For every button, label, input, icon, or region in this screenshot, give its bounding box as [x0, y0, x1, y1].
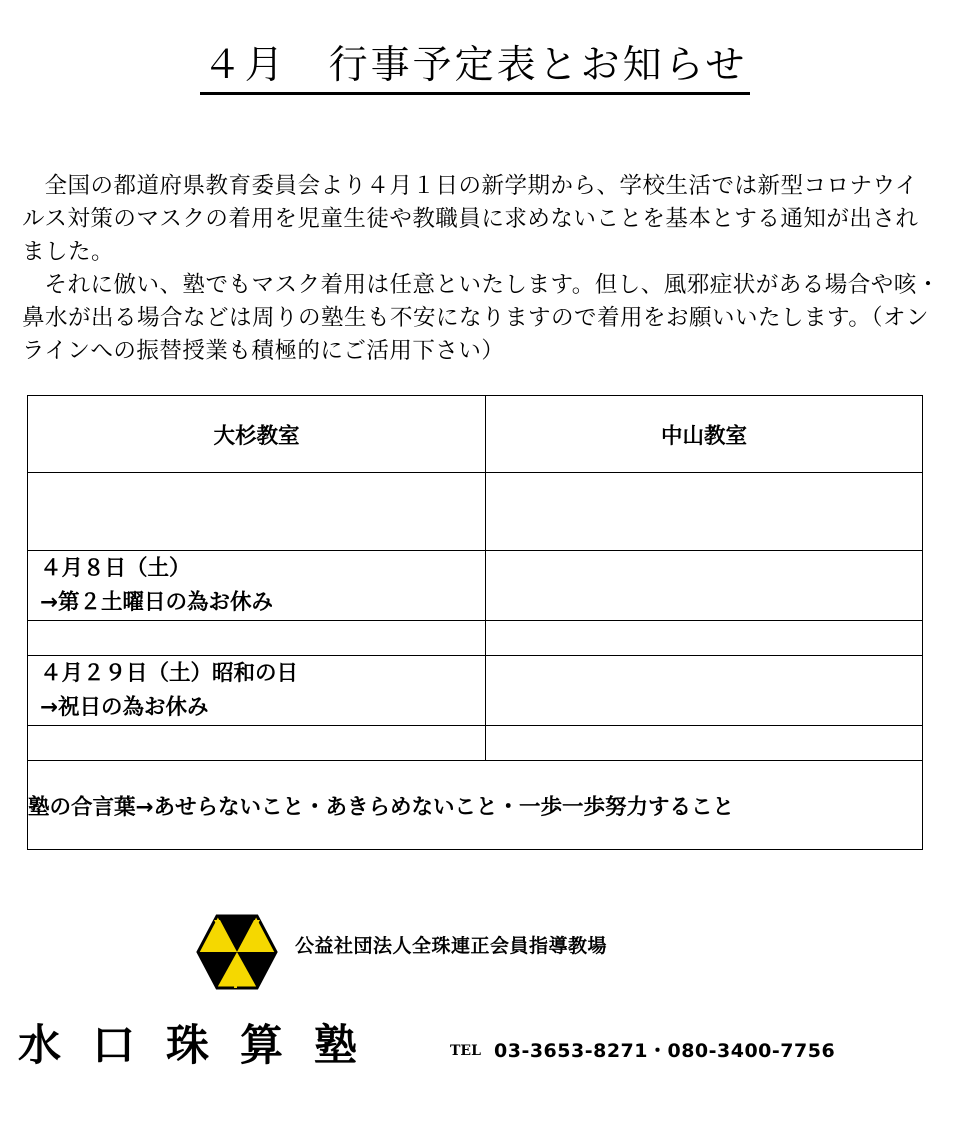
page-title: ４月 行事予定表とお知らせ: [202, 43, 748, 88]
hexagon-abacus-emblem-icon: [196, 914, 278, 990]
nakayama-cell: [486, 473, 923, 551]
nakayama-cell: [486, 726, 923, 761]
nakayama-cell: [486, 621, 923, 656]
ohsugi-cell-line-1: ４月８日（土）: [40, 555, 191, 581]
table-row: [28, 473, 923, 551]
tel-numbers: 03-3653-8271・080-3400-7756: [494, 1040, 836, 1062]
nakayama-cell: [486, 656, 923, 726]
ohsugi-cell-line-2: →第２土曜日の為お休み: [40, 589, 274, 615]
ohsugi-cell: [28, 621, 486, 656]
notice-section: [22, 170, 940, 368]
title-underline: [200, 92, 750, 95]
notice-paragraph-1: 全国の都道府県教育委員会より４月１日の新学期から、学校生活では新型コロナウイルス対策のマスクの着用を児童生徒や教職員に求めないことを基本とする通知が出されました。: [22, 173, 919, 265]
ohsugi-cell-line-1: ４月２９日（土）昭和の日: [40, 660, 299, 686]
ohsugi-cell: [28, 473, 486, 551]
table-header-row: [28, 396, 923, 473]
motto-cell: 塾の合言葉→あせらないこと・あきらめないこと・一歩一歩努力すること: [28, 761, 923, 850]
table-row: [28, 656, 923, 726]
table-row: [28, 621, 923, 656]
nakayama-cell: [486, 551, 923, 621]
motto-row: [28, 761, 923, 850]
schedule-table: [27, 395, 923, 850]
ohsugi-cell: [28, 656, 486, 726]
association-label: 公益社団法人全珠連正会員指導教場: [295, 935, 608, 957]
table-row: [28, 551, 923, 621]
ohsugi-cell: [28, 726, 486, 761]
school-name: 水口珠算塾: [18, 1021, 388, 1071]
header-ohsugi-classroom: 大杉教室: [28, 396, 486, 473]
notice-paragraph-2: それに倣い、塾でもマスク着用は任意といたします。但し、風邪症状がある場合や咳・鼻水が出る場合などは周りの塾生も不安になりますので着用をお願いいたします。（オンラインへの振替授業も積極的にご活用下さい）: [22, 272, 940, 364]
table-row: [28, 726, 923, 761]
header-nakayama-classroom: 中山教室: [486, 396, 923, 473]
ohsugi-cell: [28, 551, 486, 621]
ohsugi-cell-line-2: →祝日の為お休み: [40, 694, 209, 720]
tel-label: TEL: [450, 1043, 481, 1059]
